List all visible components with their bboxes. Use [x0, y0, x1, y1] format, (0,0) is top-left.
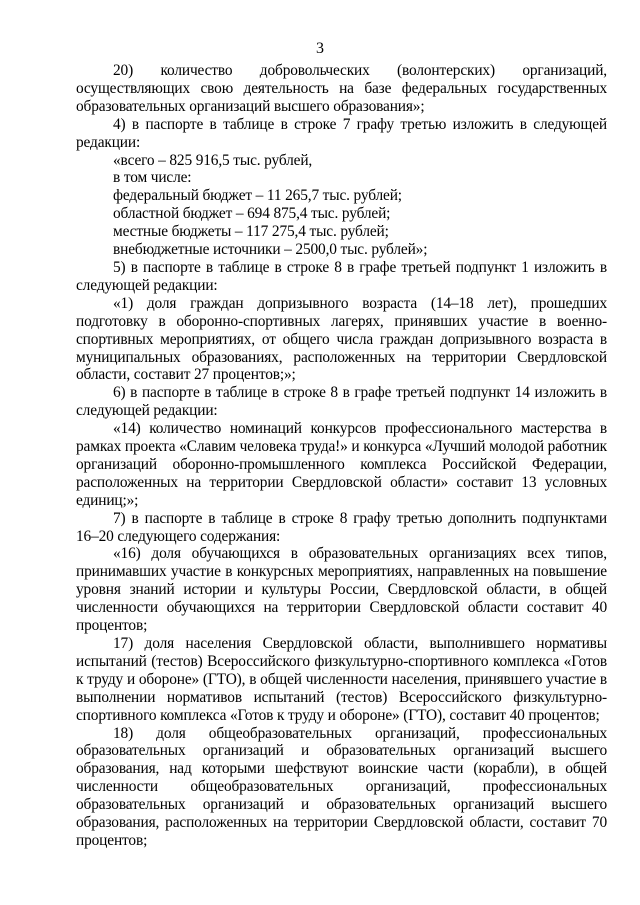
paragraph-item-20: 20) количество добровольческих (волонтерских) организаций, осуществляющих свою деятельность на базе федеральных государственных образовательных организаций высшего образования»; — [76, 62, 607, 115]
paragraph-item-17: 17) доля населения Свердловской области, выполнившего нормативы испытаний (тестов) Всероссийского физкультурно-спортивного комплекса «Готов к труду и обороне» (ГТО), в общей численности населения, принявшего участие в выполнении нормативов испытаний (тестов) Всероссийского физкультурно-спортивного комплекса «Готов к труду и обороне» (ГТО), составит 40 процентов; — [76, 635, 607, 724]
funding-local: местные бюджеты – 117 275,4 тыс. рублей; — [113, 223, 389, 241]
funding-total: «всего – 825 916,5 тыс. рублей, — [113, 151, 313, 169]
page-number: 3 — [316, 40, 324, 57]
paragraph-item-18: 18) доля общеобразовательных организаций, профессиональных образовательных организаций и образовательных организаций высшего образования, над которыми шефствуют воинские части (корабли), в общей численности общеобразовательных организаций, профессиональных образовательных организаций и образовательных организаций высшего образования, расположенных на территории Свердловской области, составит 70 процентов; — [76, 724, 607, 849]
funding-regional: областной бюджет – 694 875,4 тыс. рублей; — [113, 205, 391, 223]
paragraph-amendment-5: 5) в паспорте в таблице в строке 8 в графе третьей подпункт 1 изложить в следующей редакции: — [76, 258, 607, 294]
paragraph-amendment-7: 7) в паспорте в таблице в строке 8 графу третью дополнить подпунктами 16–20 следующего содержания: — [76, 509, 607, 545]
funding-including: в том числе: — [113, 169, 192, 187]
paragraph-item-1: «1) доля граждан допризывного возраста (14–18 лет), прошедших подготовку в оборонно-спортивных лагерях, принявших участие в военно-спортивных мероприятиях, от общего числа граждан допризывного возраста в муниципальных образованиях, расположенных на территории Свердловской области, составит 27 процентов;»; — [76, 294, 607, 384]
paragraph-amendment-4: 4) в паспорте в таблице в строке 7 графу третью изложить в следующей редакции: — [76, 115, 607, 151]
paragraph-item-14: «14) количество номинаций конкурсов профессионального мастерства в рамках проекта «Славим человека труда!» и конкурса «Лучший молодой работник организаций оборонно-промышленного комплекса Российской Федерации, расположенных на территории Свердловской области» составит 13 условных единиц;»; — [76, 420, 607, 509]
paragraph-item-16: «16) доля обучающихся в образовательных организациях всех типов, принимавших участие в конкурсных мероприятиях, направленных на повышение уровня знаний истории и культуры России, Свердловской области, в общей численности обучающихся на территории Свердловской области составит 40 процентов; — [76, 545, 607, 635]
paragraph-amendment-6: 6) в паспорте в таблице в строке 8 в графе третьей подпункт 14 изложить в следующей редакции: — [76, 384, 607, 420]
funding-extrabudgetary: внебюджетные источники – 2500,0 тыс. рублей»; — [113, 241, 428, 259]
document-body — [76, 62, 607, 850]
funding-federal: федеральный бюджет – 11 265,7 тыс. рублей; — [113, 187, 402, 205]
